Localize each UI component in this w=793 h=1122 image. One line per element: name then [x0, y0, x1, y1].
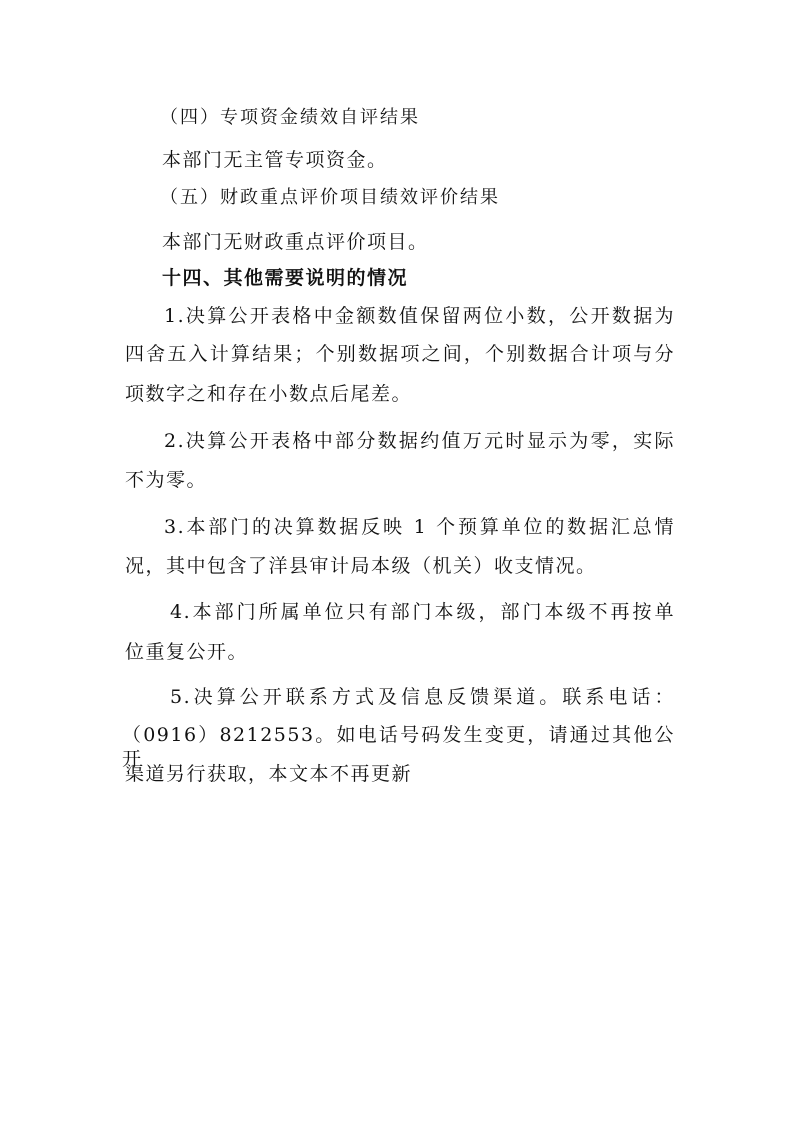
item-2-line-1: 2.决算公开表格中部分数据约值万元时显示为零，实际: [164, 430, 675, 452]
item-5-line-1: 5.决算公开联系方式及信息反馈渠道。联系电话：: [170, 686, 675, 708]
subsection-5-heading: （五）财政重点评价项目绩效评价结果: [160, 187, 500, 208]
item-1-line-2: 四舍五入计算结果；个别数据项之间，个别数据合计项与分: [125, 343, 675, 365]
subsection-5-body: 本部门无财政重点评价项目。: [162, 231, 429, 253]
item-5-line-3: 渠道另行获取，本文本不再更新: [125, 763, 413, 785]
subsection-4-heading: （四）专项资金绩效自评结果: [160, 107, 420, 128]
item-4-line-2: 位重复公开。: [125, 641, 249, 663]
item-3-line-2: 况，其中包含了洋县审计局本级（机关）收支情况。: [125, 555, 597, 577]
section-14-heading: 十四、其他需要说明的情况: [162, 267, 409, 289]
item-2-line-2: 不为零。: [125, 469, 208, 491]
subsection-4-body: 本部门无主管专项资金。: [162, 149, 388, 171]
item-1-line-3: 项数字之和存在小数点后尾差。: [125, 383, 413, 405]
item-4-line-1: 4.本部门所属单位只有部门本级，部门本级不再按单: [170, 601, 675, 623]
item-5-line-2: （0916）8212553。如电话号码发生变更，请通过其他公开: [122, 724, 675, 770]
item-1-line-1: 1.决算公开表格中金额数值保留两位小数，公开数据为: [164, 305, 675, 327]
item-3-line-1: 3.本部门的决算数据反映 1 个预算单位的数据汇总情: [164, 516, 675, 538]
